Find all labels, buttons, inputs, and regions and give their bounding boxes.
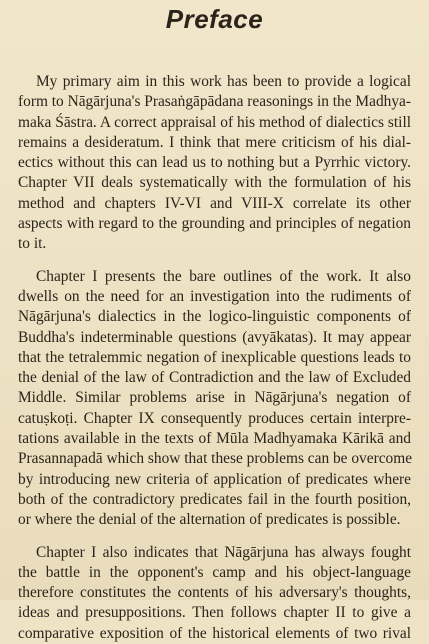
text-line: remains a desideratum. I think that mere criticism of his dial- xyxy=(18,133,411,151)
text-line: maka Śāstra. A correct appraisal of his method of dialectics still xyxy=(18,113,411,131)
text-line: ideas and presuppositions. Then follows chapter II to give a xyxy=(18,604,411,622)
text-line: tations available in the texts of Mūla Madhyamaka Kārikā and xyxy=(18,430,411,448)
text-line: form to Nāgārjuna's Prasaṅgāpādana reasonings in the Madhya- xyxy=(18,93,411,111)
paragraph-1 xyxy=(18,72,411,255)
text-line: catuṣkoṭi. Chapter IX consequently produces certain interpre- xyxy=(18,409,411,427)
text-line: Middle. Similar problems arise in Nāgārjuna's negation of xyxy=(18,389,411,407)
text-line: to it. xyxy=(18,235,47,253)
text-line: by introducing new criteria of application of predicates where xyxy=(18,470,411,488)
text-line: Nāgārjuna's dialectics in the logico-linguistic components of xyxy=(18,308,411,326)
text-line: the denial of the law of Contradiction and the law of Excluded xyxy=(18,369,411,387)
text-line: Chapter VII deals systematically with the formulation of his xyxy=(18,174,411,192)
paragraph-gap xyxy=(18,531,411,543)
text-line: ectics without this can lead us to nothing but a Pyrrhic victory. xyxy=(18,154,411,172)
text-line: Prasannapadā which show that these problems can be overcome xyxy=(18,450,413,468)
paragraph-2 xyxy=(18,267,411,531)
text-line: both of the contradictory predicates fail in the fourth position, xyxy=(18,490,411,508)
text-line: that the tetralemmic negation of inexplicable questions leads to xyxy=(18,348,411,366)
text-line: Chapter I presents the bare outlines of the work. It also xyxy=(36,267,411,285)
text-line: dwells on the need for an investigation into the rudiments of xyxy=(18,287,411,305)
text-line: My primary aim in this work has been to provide a logical xyxy=(36,73,411,90)
paragraph-3 xyxy=(18,543,411,644)
page-title: Preface xyxy=(165,4,264,34)
text-line: method and chapters IV-VI and VIII-X correlate its other xyxy=(18,194,411,212)
paragraph-gap xyxy=(18,255,411,267)
text-line: Buddha's indeterminable questions (avyākatas). It may appear xyxy=(18,328,411,346)
text-line: comparative exposition of the historical elements of two rival xyxy=(18,624,411,642)
text-line: aspects with regard to the grounding and principles of negation xyxy=(18,215,411,233)
text-line: therefore constitutes the contents of his adversary's thoughts, xyxy=(18,584,411,602)
text-line: Chapter I also indicates that Nāgārjuna has always fought xyxy=(36,543,411,561)
text-line: or where the denial of the alternation of predicates is possible. xyxy=(18,511,401,529)
text-line: the battle in the opponent's camp and his object-language xyxy=(18,563,411,581)
